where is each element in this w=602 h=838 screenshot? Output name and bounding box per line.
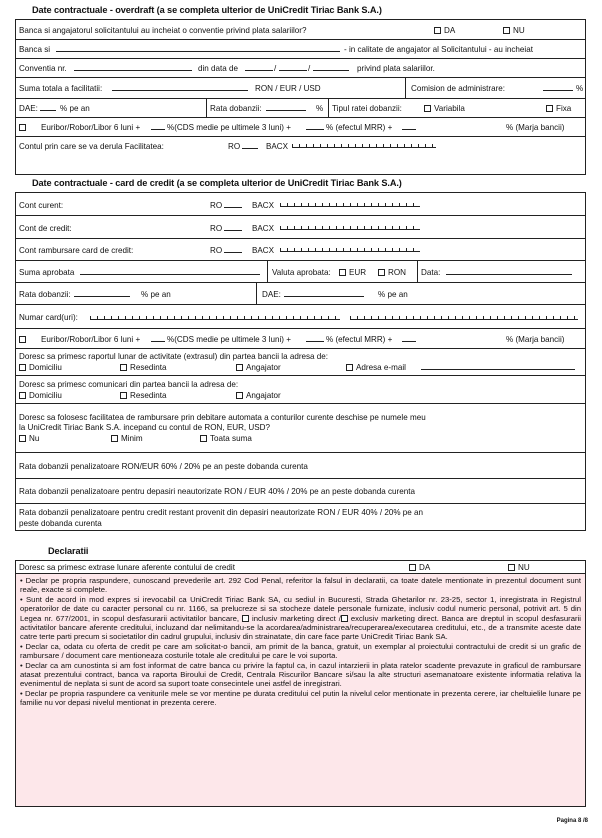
card-interest-field[interactable] [74, 289, 130, 297]
approved-amount-field[interactable] [80, 267, 260, 275]
account-number-field[interactable] [292, 142, 436, 148]
page-number: Pagina 8 /8 [556, 818, 588, 824]
dae-field[interactable] [40, 103, 56, 111]
declaratii-title: Declaratii [48, 546, 89, 556]
card-row-euribor: Euribor/Robor/Libor 6 luni + %(CDS medie pe ultimele 3 luni) + % (efectul MRR) + % (Marja bancii) [16, 329, 585, 349]
checkbox-euribor[interactable] [19, 124, 26, 131]
email-field[interactable] [421, 362, 575, 370]
card-title: Date contractuale - card de credit (a se completa ulterior de UniCredit Tiriac Bank S.A.) [32, 178, 402, 188]
overdraft-row-euribor: Euribor/Robor/Libor 6 luni + %(CDS medie pe ultimele 3 luni) + % (efectul MRR) + % (Marja bancii) [16, 118, 585, 137]
credit-account-field[interactable] [280, 224, 420, 230]
employer-field[interactable] [56, 44, 340, 52]
account-ro-field[interactable] [242, 141, 258, 149]
repayment-account-field[interactable] [280, 246, 420, 252]
overdraft-row-amount: Suma totala a facilitatii: RON / EUR / USD Comision de administrare: % [16, 78, 585, 99]
card-row-statement-address: Doresc sa primesc raportul lunar de activitate (extrasul) din partea bancii la adresa de: Domiciliu Resedinta Angajator Adresa e-mail [16, 349, 585, 376]
interest-rate-field[interactable] [266, 103, 306, 111]
checkbox-eur[interactable] [339, 269, 346, 276]
checkbox-da[interactable] [434, 27, 441, 34]
card-row-auto-debit: Doresc sa folosesc facilitatea de rambursare prin debitare automata a conturilor curente deschise pe numele meu la UniCredit Tiriac Bank S.A. incepand cu contul de RON, EUR, USD? Nu Minim Toata suma [16, 404, 585, 453]
facility-amount-field[interactable] [112, 83, 248, 91]
overdraft-row-account: Contul prin care se va derula Facilitatea: RO BACX [16, 137, 585, 156]
declaration-5: • Declar pe propria raspundere ca veniturile mele se vor mentine pe durata creditului cel putin la nivelul celor mentionate in prezenta cerere, iar cheltuielile lunare pe familie nu vor depasi nivelul mentionat in prezenta cerere. [20, 688, 581, 708]
checkbox-variabila[interactable] [424, 105, 431, 112]
overdraft-row-dae: DAE: % pe an Rata dobanzii: % Tipul ratei dobanzii: Variabila Fixa [16, 99, 585, 118]
convention-day-field[interactable] [245, 63, 273, 71]
declaration-4: • Declar ca am cunostinta si am fost informat de catre banca cu privire la faptul ca, in cazul intarzierii in plata ratelor scadente prevazute in graficul de rambursare atasat prezentului contract, banca va raporta Biroului de Credit, Centrala Riscurilor Bancare si/sau la alte structuri asemanatoare existente informatia relativa la evenimentul de neplata si sunt de acord sa suport toate consecintele unei astfel de inregistrari. [20, 660, 581, 689]
card-number-2-field[interactable] [350, 314, 578, 320]
card-row-repayment-account: Cont rambursare card de credit: RO BACX [16, 239, 585, 261]
checkbox-comm-resedinta[interactable] [120, 392, 127, 399]
card-row-current-account: Cont curent: RO BACX [16, 193, 585, 216]
overdraft-title: Date contractuale - overdraft (a se completa ulterior de UniCredit Tiriac Bank S.A.) [32, 5, 382, 15]
card-euribor-field[interactable] [151, 334, 165, 342]
checkbox-card-euribor[interactable] [19, 336, 26, 343]
checkbox-fixa[interactable] [546, 105, 553, 112]
overdraft-row-convention: Conventia nr. din data de / / privind plata salariilor. [16, 59, 585, 78]
checkbox-debit-toata-suma[interactable] [200, 435, 207, 442]
card-row-rates: Rata dobanzii: % pe an DAE: % pe an [16, 283, 585, 305]
card-dae-field[interactable] [284, 289, 364, 297]
declaration-2: • Sunt de acord in mod expres si irevocabil ca UniCredit Tiriac Bank SA, cu sediul in Bucuresti, Strada Ghetarilor nr. 23-25, sector 1, inregistrata in Registrul operatorilor de date cu caracter personal cu nr. 1166, sa prelucreze si sa stocheze datele personale furnizate, inclusiv codul numeric personal, potrivit art. 5 din Legea nr. 677/2001, in scopul desfasurarii activitatilor bancare, inclusiv marketing direct / exclusiv marketing direct. Banca are dreptul in scopul desfasurarii activitatilor bancare aferente creditului, incluzand dar nelimitandu-se la acordarea/administrarea/recuperarea/executarea creditului, etc., de a transmite aceste date catre terte parti precum si societatilor din cadrul grupului, inclusiv din strainatate, din care face parte UniCredit Tiriac Bank SA. [20, 594, 581, 642]
declaration-3: • Declar ca, odata cu oferta de credit pe care am solicitat-o bancii, am primit de la banca, gratuit, un exemplar al proiectului contractului de credit si un grafic de rambursare / document care mentioneaza costurile totale ale creditului pe care le voi suporta. [20, 641, 581, 661]
card-row-penalty-2: Rata dobanzii penalizatoare pentru depasiri neautorizate RON / EUR 40% / 20% pe an peste dobanda curenta [16, 479, 585, 504]
checkbox-marketing-inclusiv[interactable] [242, 615, 249, 622]
checkbox-nu[interactable] [503, 27, 510, 34]
convention-year-field[interactable] [313, 63, 349, 71]
current-ro-field[interactable] [224, 200, 242, 208]
admin-fee-field[interactable] [543, 83, 573, 91]
checkbox-stmt-angajator[interactable] [236, 364, 243, 371]
euribor-field[interactable] [151, 122, 165, 130]
card-cds-field[interactable] [306, 334, 324, 342]
credit-ro-field[interactable] [224, 223, 242, 231]
declaratii-row-extrase: Doresc sa primesc extrase lunare aferente contului de credit DA NU [16, 561, 585, 574]
card-row-penalty-1: Rata dobanzii penalizatoare RON/EUR 60% / 20% pe an peste dobanda curenta [16, 453, 585, 479]
checkbox-marketing-exclusiv[interactable] [341, 615, 348, 622]
repayment-ro-field[interactable] [224, 245, 242, 253]
card-row-penalty-3: Rata dobanzii penalizatoare pentru credit restant provenit din depasiri neautorizate RON / EUR 40% / 20% pe an peste dobanda curenta [19, 508, 424, 528]
card-row-communication-address: Doresc sa primesc comunicari din partea bancii la adresa de: Domiciliu Resedinta Angajator [16, 376, 585, 404]
card-box [15, 192, 586, 531]
checkbox-stmt-resedinta[interactable] [120, 364, 127, 371]
checkbox-stmt-email[interactable] [346, 364, 353, 371]
current-account-field[interactable] [280, 201, 420, 207]
card-row-card-numbers: Numar card(uri): [16, 305, 585, 329]
convention-month-field[interactable] [279, 63, 307, 71]
cds-field[interactable] [306, 122, 324, 130]
checkbox-comm-domiciliu[interactable] [19, 392, 26, 399]
card-date-field[interactable] [446, 267, 572, 275]
declaratii-text [20, 576, 581, 708]
overdraft-row-bank-employer: Banca si - in calitate de angajator al Solicitantului - au incheiat [16, 40, 585, 59]
mrr-field[interactable] [402, 122, 416, 130]
checkbox-debit-nu[interactable] [19, 435, 26, 442]
card-row-credit-account: Cont de credit: RO BACX [16, 216, 585, 239]
card-mrr-field[interactable] [402, 334, 416, 342]
convention-number-field[interactable] [74, 63, 192, 71]
checkbox-debit-minim[interactable] [111, 435, 118, 442]
overdraft-box [15, 19, 586, 175]
declaratii-box [15, 560, 586, 807]
card-row-approved: Suma aprobata Valuta aprobata: EUR RON Data: [16, 261, 585, 283]
card-number-1-field[interactable] [90, 314, 340, 320]
overdraft-row-salary-convention: Banca si angajatorul solicitantului au incheiat o conventie privind plata salariilor? DA NU [16, 20, 585, 40]
declaration-1: • Declar pe propria raspundere, cunoscand prevederile art. 292 Cod Penal, referitor la falsul in declaratii, ca toate datele mentionate in prezentul document sunt reale, exacte si complete. [20, 576, 581, 595]
checkbox-comm-angajator[interactable] [236, 392, 243, 399]
checkbox-ron[interactable] [378, 269, 385, 276]
checkbox-extrase-nu[interactable] [508, 564, 515, 571]
checkbox-stmt-domiciliu[interactable] [19, 364, 26, 371]
checkbox-extrase-da[interactable] [409, 564, 416, 571]
